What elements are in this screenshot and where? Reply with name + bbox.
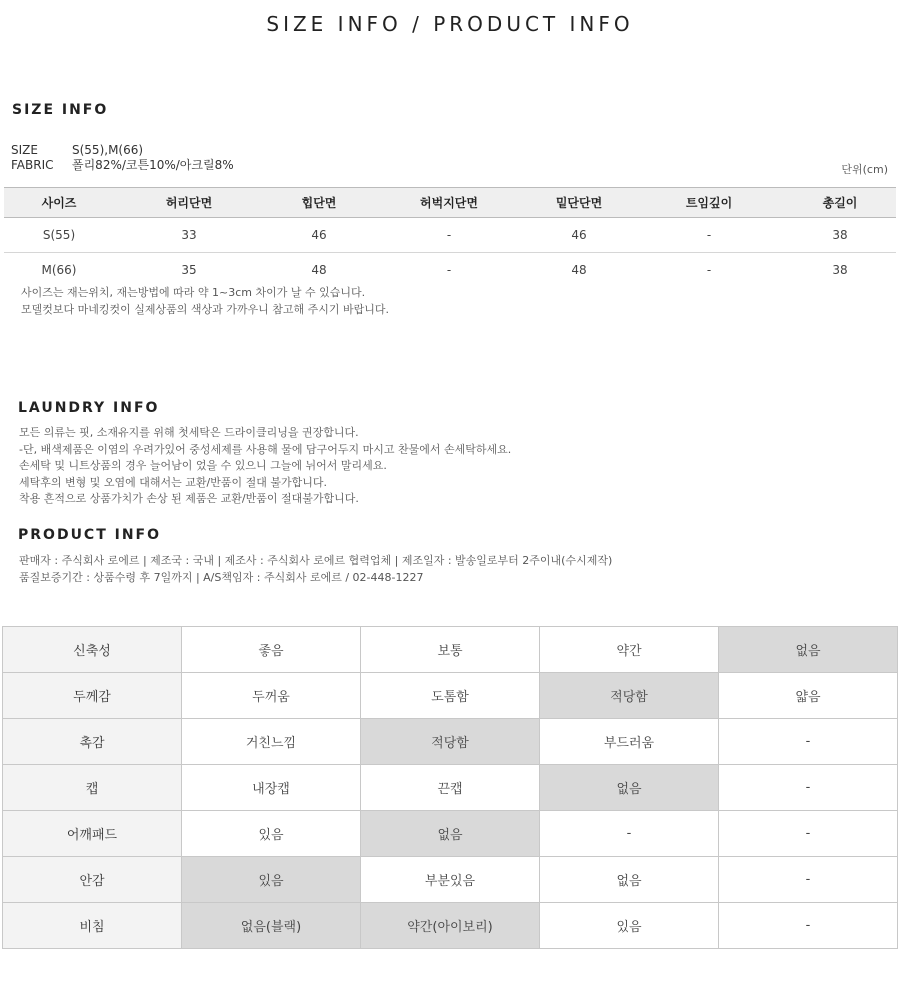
table-cell: 46: [264, 218, 374, 253]
attribute-row: [3, 719, 898, 765]
note-line: 사이즈는 재는위치, 재는방법에 따라 약 1~3cm 차이가 날 수 있습니다.: [21, 286, 366, 299]
attribute-option: 내장캡: [182, 765, 361, 811]
col-header: 사이즈: [4, 188, 114, 218]
table-cell: 48: [311, 263, 327, 277]
attribute-label: 촉감: [3, 719, 182, 765]
size-meta: [11, 143, 234, 173]
attribute-option: 있음: [182, 857, 361, 903]
size-label: SIZE: [11, 143, 38, 157]
attribute-option: 끈캡: [361, 765, 540, 811]
attribute-row: [3, 903, 898, 949]
attribute-option: -: [719, 857, 898, 903]
size-info-heading: SIZE INFO: [12, 102, 109, 118]
table-cell: M(66): [41, 263, 77, 277]
attribute-table: [2, 626, 898, 949]
attribute-option: 약간(아이보리): [361, 903, 540, 949]
table-row: [4, 253, 896, 288]
attribute-option: 적당함: [361, 719, 540, 765]
size-table-header: [4, 188, 896, 218]
attribute-option: 약간: [540, 627, 719, 673]
attribute-row: [3, 765, 898, 811]
note-line: 모델컷보다 마네킹컷이 실제상품의 색상과 가까우니 참고해 주시기 바랍니다.: [21, 302, 390, 316]
product-line: 품질보증기간 : 상품수령 후 7일까지 | A/S책임자 : 주식회사 로에르 / 02-448-1227: [19, 570, 424, 584]
table-cell: 38: [784, 218, 896, 253]
attribute-option: 거친느낌: [182, 719, 361, 765]
attribute-option: 부분있음: [361, 857, 540, 903]
product-info-heading: PRODUCT INFO: [18, 527, 162, 543]
col-header: 트임깊이: [634, 188, 784, 218]
col-header: 허리단면: [114, 188, 264, 218]
table-cell: 48: [571, 263, 587, 277]
table-cell: -: [446, 263, 452, 277]
size-row: [11, 143, 234, 158]
laundry-info-heading: LAUNDRY INFO: [18, 400, 160, 416]
attribute-option: -: [719, 765, 898, 811]
table-cell: 38: [832, 263, 848, 277]
attribute-option: 없음: [540, 765, 719, 811]
attribute-label: 비침: [3, 903, 182, 949]
attribute-row: [3, 857, 898, 903]
attribute-label: 캡: [3, 765, 182, 811]
attribute-option: 없음: [361, 811, 540, 857]
laundry-text: [19, 425, 511, 508]
laundry-line: 모든 의류는 핏, 소재유지를 위해 첫세탁은 드라이클리닝을 권장합니다.: [19, 426, 359, 439]
table-cell: -: [706, 263, 712, 277]
table-row: [4, 218, 896, 253]
attribute-label: 두께감: [3, 673, 182, 719]
attribute-option: 좋음: [182, 627, 361, 673]
unit-label: 단위(cm): [841, 163, 888, 176]
laundry-line: 세탁후의 변형 및 오염에 대해서는 교환/반품이 절대 불가합니다.: [19, 475, 327, 489]
col-header: 총길이: [784, 188, 896, 218]
attribute-option: 얇음: [719, 673, 898, 719]
fabric-row: [11, 158, 234, 173]
table-cell: -: [374, 218, 524, 253]
fabric-label: FABRIC: [11, 158, 54, 172]
attribute-option: 없음: [719, 627, 898, 673]
laundry-line: 착용 흔적으로 상품가치가 손상 된 제품은 교환/반품이 절대불가합니다.: [19, 492, 359, 505]
attribute-option: 부드러움: [540, 719, 719, 765]
col-header: 힙단면: [264, 188, 374, 218]
attribute-option: 없음(블랙): [182, 903, 361, 949]
table-cell: 46: [524, 218, 634, 253]
attribute-option: -: [719, 811, 898, 857]
size-value: S(55),M(66): [72, 143, 144, 157]
col-header: 밑단단면: [524, 188, 634, 218]
product-text: [19, 553, 612, 586]
size-notes: [21, 285, 389, 318]
page-title: SIZE INFO / PRODUCT INFO: [266, 12, 634, 36]
attribute-option: -: [540, 811, 719, 857]
table-cell: 33: [114, 218, 264, 253]
laundry-line: 손세탁 및 니트상품의 경우 늘어남이 었을 수 있으니 그늘에 뉘어서 말리세요.: [19, 459, 387, 472]
table-cell: 35: [181, 263, 197, 277]
attribute-row: [3, 627, 898, 673]
attribute-label: 안감: [3, 857, 182, 903]
table-cell: S(55): [4, 218, 114, 253]
fabric-value: 폴리82%/코튼10%/아크릴8%: [72, 158, 234, 172]
attribute-option: 적당함: [540, 673, 719, 719]
attribute-label: 어깨패드: [3, 811, 182, 857]
attribute-row: [3, 811, 898, 857]
attribute-option: 보통: [361, 627, 540, 673]
col-header: 허벅지단면: [374, 188, 524, 218]
size-table: [4, 187, 896, 287]
attribute-option: -: [719, 719, 898, 765]
attribute-label: 신축성: [3, 627, 182, 673]
attribute-row: [3, 673, 898, 719]
attribute-option: -: [719, 903, 898, 949]
attribute-option: 없음: [540, 857, 719, 903]
attribute-option: 두꺼움: [182, 673, 361, 719]
attribute-option: 있음: [540, 903, 719, 949]
attribute-option: 있음: [182, 811, 361, 857]
product-line: 판매자 : 주식회사 로에르 | 제조국 : 국내 | 제조사 : 주식회사 로에르 협력업체 | 제조일자 : 발송일로부터 2주이내(수시제작): [19, 554, 613, 567]
laundry-line: -단, 배색제품은 이염의 우려가있어 중성세제를 사용해 물에 담구어두지 마시고 찬물에서 손세탁하세요.: [19, 442, 512, 456]
table-cell: -: [634, 218, 784, 253]
attribute-option: 도톰함: [361, 673, 540, 719]
